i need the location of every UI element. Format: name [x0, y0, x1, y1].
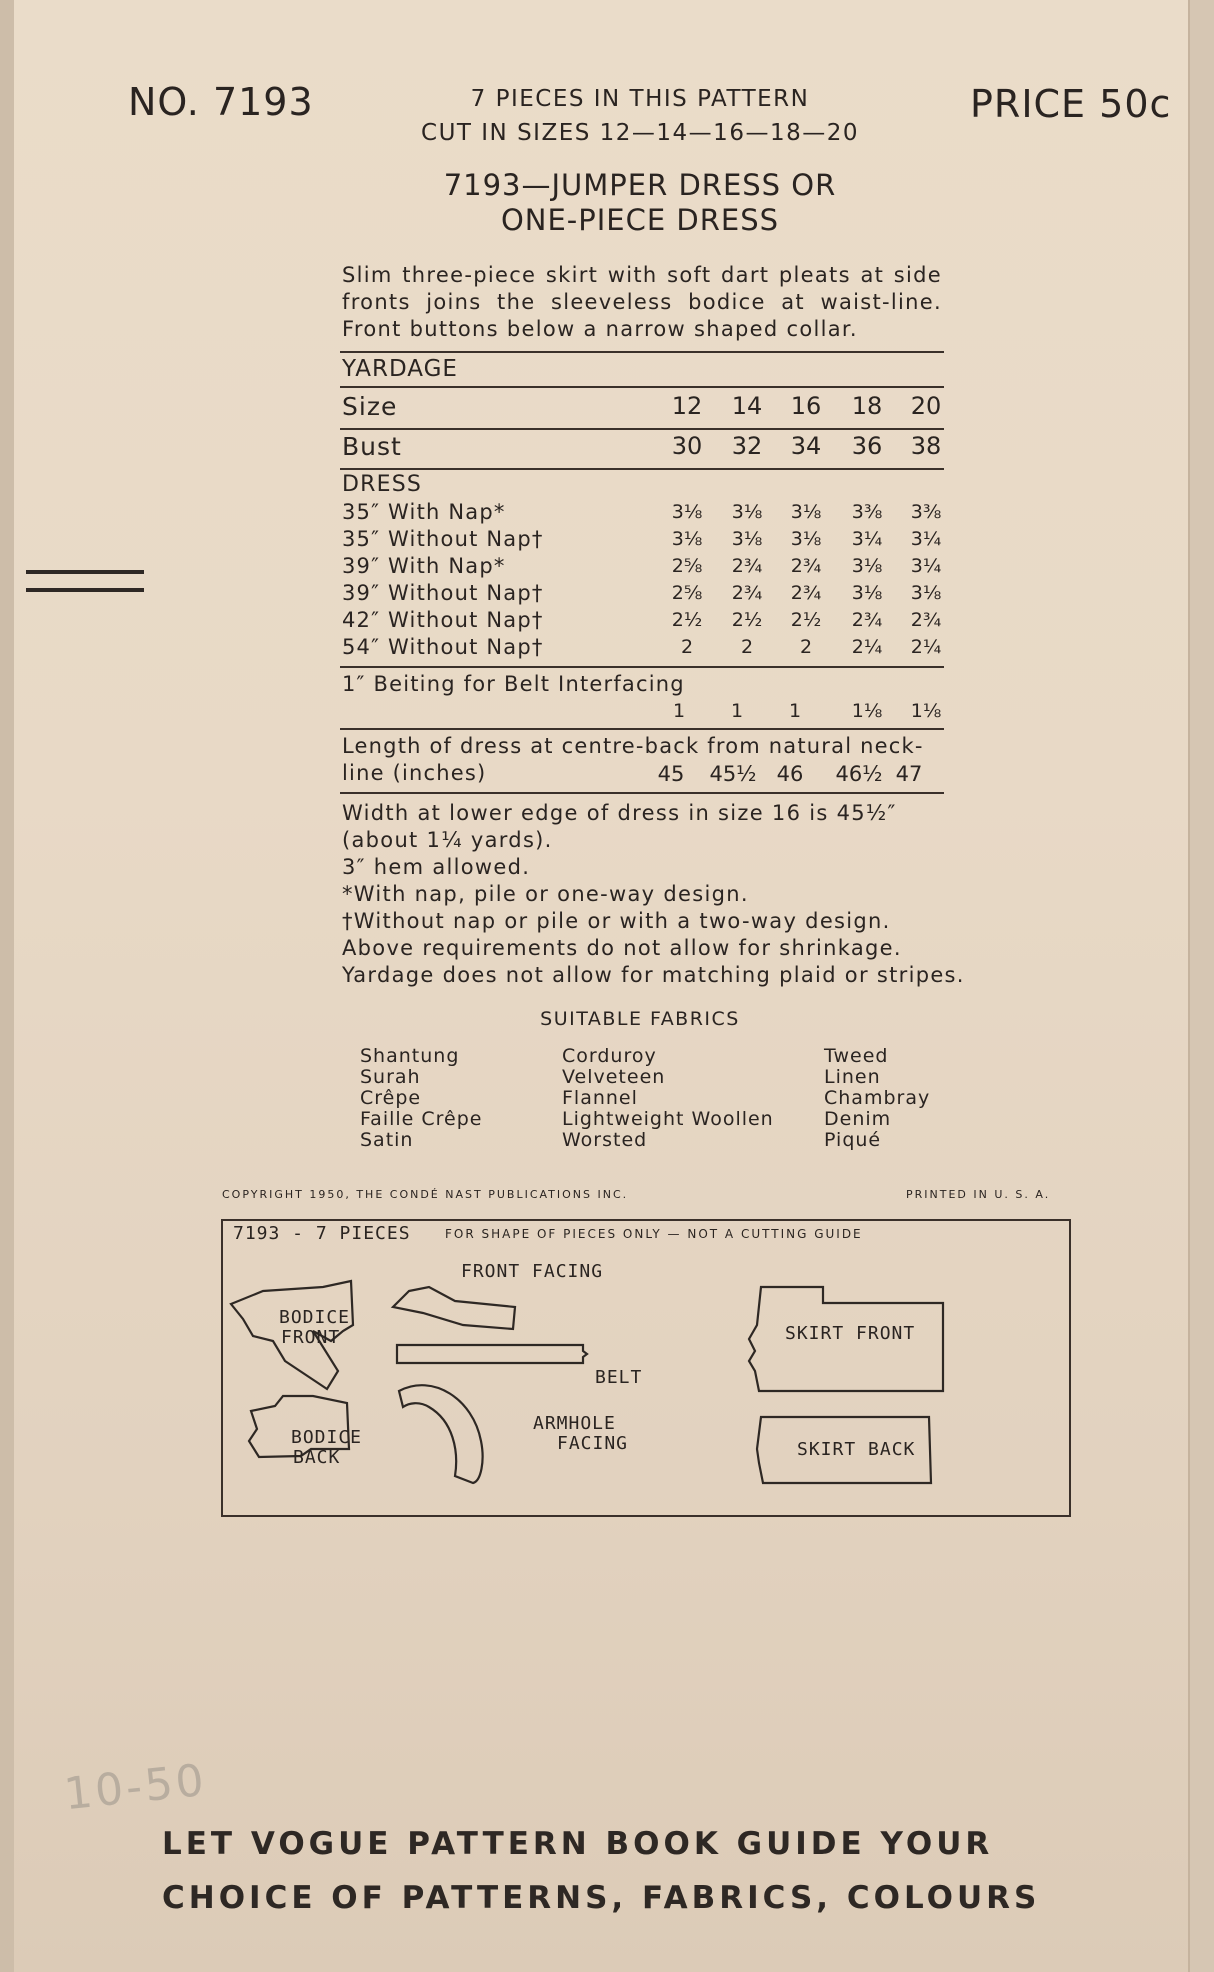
- fabric-item: Tweed: [824, 1045, 889, 1067]
- length-cell: 46½: [835, 762, 883, 786]
- fabric-item: Linen: [824, 1066, 881, 1088]
- length-label-1: Length of dress at centre-back from natural neck-: [342, 734, 924, 758]
- title-line-2: ONE-PIECE DRESS: [500, 203, 780, 237]
- yardage-cell: 2¾: [910, 609, 942, 631]
- yardage-cell: 2¼: [851, 636, 883, 658]
- note-line: Width at lower edge of dress in size 16 is 45½″: [342, 801, 897, 825]
- bust-label: Bust: [342, 432, 402, 461]
- fabric-item: Piqué: [824, 1129, 882, 1151]
- length-cell: 46: [776, 762, 804, 786]
- size-label: Size: [342, 392, 398, 421]
- belting-cell: 1: [730, 700, 744, 722]
- yardage-cell: 2¾: [790, 582, 822, 604]
- yardage-cell: 2½: [671, 609, 703, 631]
- yardage-heading: YARDAGE: [342, 356, 458, 382]
- size-cell: 16: [790, 392, 822, 420]
- yardage-notes: [342, 800, 965, 989]
- rule-bust: [340, 468, 944, 470]
- belt-label: BELT: [595, 1367, 643, 1388]
- fabric-item: Shantung: [360, 1045, 460, 1067]
- bodice-back-label-2: BACK: [293, 1447, 341, 1468]
- fold-mark-bottom: [26, 588, 144, 592]
- fabric-item: Flannel: [562, 1087, 638, 1109]
- fabric-item: Lightweight Woollen: [562, 1108, 774, 1130]
- belting-label: 1″ Beiting for Belt Interfacing: [342, 672, 685, 696]
- dress-row-label: 39″ Without Nap†: [342, 581, 544, 605]
- header-center: [420, 82, 860, 150]
- bust-cell: 38: [910, 432, 942, 460]
- suitable-fabrics-heading: SUITABLE FABRICS: [540, 1008, 740, 1030]
- fabrics-column-2: [562, 1046, 774, 1151]
- belt-shape: [397, 1345, 587, 1363]
- yardage-cell: 3⅛: [790, 528, 822, 550]
- note-line: 3″ hem allowed.: [342, 855, 531, 879]
- yardage-cell: 3⅛: [910, 582, 942, 604]
- note-line: (about 1¼ yards).: [342, 828, 553, 852]
- copyright: COPYRIGHT 1950, THE CONDÉ NAST PUBLICATIONS INC.: [222, 1188, 629, 1201]
- rule-yardage-bottom: [340, 386, 944, 388]
- envelope-flap-edge: [1188, 0, 1214, 1972]
- note-line: *With nap, pile or one-way design.: [342, 882, 749, 906]
- cut-sizes: CUT IN SIZES 12—14—16—18—20: [421, 120, 859, 146]
- fabric-item: Worsted: [562, 1129, 648, 1151]
- fabric-item: Crêpe: [360, 1087, 422, 1109]
- size-cell: 14: [731, 392, 763, 420]
- yardage-cell: 2: [740, 636, 754, 658]
- yardage-cell: 2¾: [851, 609, 883, 631]
- fabric-item: Surah: [360, 1066, 421, 1088]
- pattern-pieces-drawing: [223, 1221, 1069, 1515]
- pencil-stamp: 10-50: [61, 1754, 210, 1821]
- front-facing-label: FRONT FACING: [461, 1261, 604, 1282]
- length-cell: 45½: [709, 762, 757, 786]
- front-facing-shape: [393, 1287, 515, 1329]
- yardage-cell: 3⅛: [671, 501, 703, 523]
- pattern-title: [400, 168, 880, 238]
- rule-yardage-top: [340, 351, 944, 353]
- armhole-facing-shape: [399, 1385, 483, 1483]
- dress-row-label: 35″ With Nap*: [342, 500, 506, 524]
- yardage-cell: 2: [799, 636, 813, 658]
- belting-cell: 1: [788, 700, 802, 722]
- yardage-cell: 3¼: [851, 528, 883, 550]
- size-cell: 12: [671, 392, 703, 420]
- yardage-cell: 3⅛: [851, 582, 883, 604]
- armhole-label-2: FACING: [557, 1433, 629, 1454]
- diagram-title: 7193 - 7 PIECES: [233, 1223, 411, 1244]
- fabric-item: Velveteen: [562, 1066, 666, 1088]
- pieces-count: 7 PIECES IN THIS PATTERN: [470, 86, 810, 112]
- fabrics-column-3: [824, 1046, 930, 1151]
- bodice-back-label-1: BODICE: [291, 1427, 363, 1448]
- length-cell: 45: [657, 762, 685, 786]
- envelope-left-edge: [0, 0, 14, 1972]
- size-cell: 20: [910, 392, 942, 420]
- fabric-item: Faille Crêpe: [360, 1108, 483, 1130]
- belting-cell: 1: [672, 700, 686, 722]
- yardage-cell: 3¼: [910, 528, 942, 550]
- footer-line-2: CHOICE OF PATTERNS, FABRICS, COLOURS: [162, 1880, 1041, 1916]
- dress-row-label: 39″ With Nap*: [342, 554, 506, 578]
- bust-cell: 30: [671, 432, 703, 460]
- yardage-cell: 3⅛: [731, 501, 763, 523]
- yardage-cell: 2¾: [790, 555, 822, 577]
- size-cell: 18: [851, 392, 883, 420]
- note-line: Yardage does not allow for matching plaid or stripes.: [342, 963, 965, 987]
- rule-belting: [340, 728, 944, 730]
- belting-cell: 1⅛: [910, 700, 942, 722]
- yardage-cell: 2¾: [731, 582, 763, 604]
- bust-cell: 32: [731, 432, 763, 460]
- dress-row-label: 35″ Without Nap†: [342, 527, 544, 551]
- bodice-front-label-1: BODICE: [279, 1307, 351, 1328]
- fold-mark-top: [26, 570, 144, 574]
- footer-line-1: LET VOGUE PATTERN BOOK GUIDE YOUR: [162, 1826, 994, 1862]
- rule-size: [340, 428, 944, 430]
- length-cell: 47: [895, 762, 923, 786]
- bodice-front-label-2: FRONT: [281, 1327, 341, 1348]
- yardage-cell: 3⅛: [671, 528, 703, 550]
- skirt-back-label: SKIRT BACK: [797, 1439, 916, 1460]
- diagram-note: FOR SHAPE OF PIECES ONLY — NOT A CUTTING GUIDE: [445, 1227, 863, 1241]
- belting-cell: 1⅛: [851, 700, 883, 722]
- yardage-cell: 2⅝: [671, 555, 703, 577]
- dress-row-label: 42″ Without Nap†: [342, 608, 544, 632]
- fabric-item: Corduroy: [562, 1045, 657, 1067]
- note-line: †Without nap or pile or with a two-way design.: [342, 909, 891, 933]
- fabric-item: Chambray: [824, 1087, 931, 1109]
- dress-heading: DRESS: [342, 472, 423, 497]
- yardage-cell: 3⅜: [910, 501, 942, 523]
- rule-length: [340, 792, 944, 794]
- yardage-cell: 3⅛: [851, 555, 883, 577]
- fabric-item: Denim: [824, 1108, 892, 1130]
- yardage-cell: 2½: [731, 609, 763, 631]
- note-line: Above requirements do not allow for shrinkage.: [342, 936, 902, 960]
- fabric-item: Satin: [360, 1129, 414, 1151]
- printed-in: PRINTED IN U. S. A.: [906, 1188, 1051, 1201]
- yardage-cell: 3⅜: [851, 501, 883, 523]
- skirt-front-label: SKIRT FRONT: [785, 1323, 916, 1344]
- dress-row-label: 54″ Without Nap†: [342, 635, 544, 659]
- yardage-cell: 2¼: [910, 636, 942, 658]
- pattern-number: NO. 7193: [128, 80, 314, 124]
- price: PRICE 50c: [970, 82, 1172, 126]
- title-line-1: 7193—JUMPER DRESS OR: [443, 168, 837, 202]
- yardage-cell: 3¼: [910, 555, 942, 577]
- pattern-description: Slim three-piece skirt with soft dart pleats at side fronts joins the sleeveless bodice at waist-line. Front buttons below a narrow shaped collar.: [342, 263, 942, 341]
- pattern-pieces-diagram: [221, 1219, 1071, 1517]
- bust-cell: 36: [851, 432, 883, 460]
- length-label-2: line (inches): [342, 761, 487, 785]
- fabrics-column-1: [360, 1046, 483, 1151]
- armhole-label-1: ARMHOLE: [533, 1413, 616, 1434]
- rule-dress: [340, 666, 944, 668]
- yardage-cell: 3⅛: [790, 501, 822, 523]
- yardage-cell: 2⅝: [671, 582, 703, 604]
- bust-cell: 34: [790, 432, 822, 460]
- yardage-cell: 2½: [790, 609, 822, 631]
- yardage-cell: 2¾: [731, 555, 763, 577]
- yardage-cell: 3⅛: [731, 528, 763, 550]
- yardage-cell: 2: [680, 636, 694, 658]
